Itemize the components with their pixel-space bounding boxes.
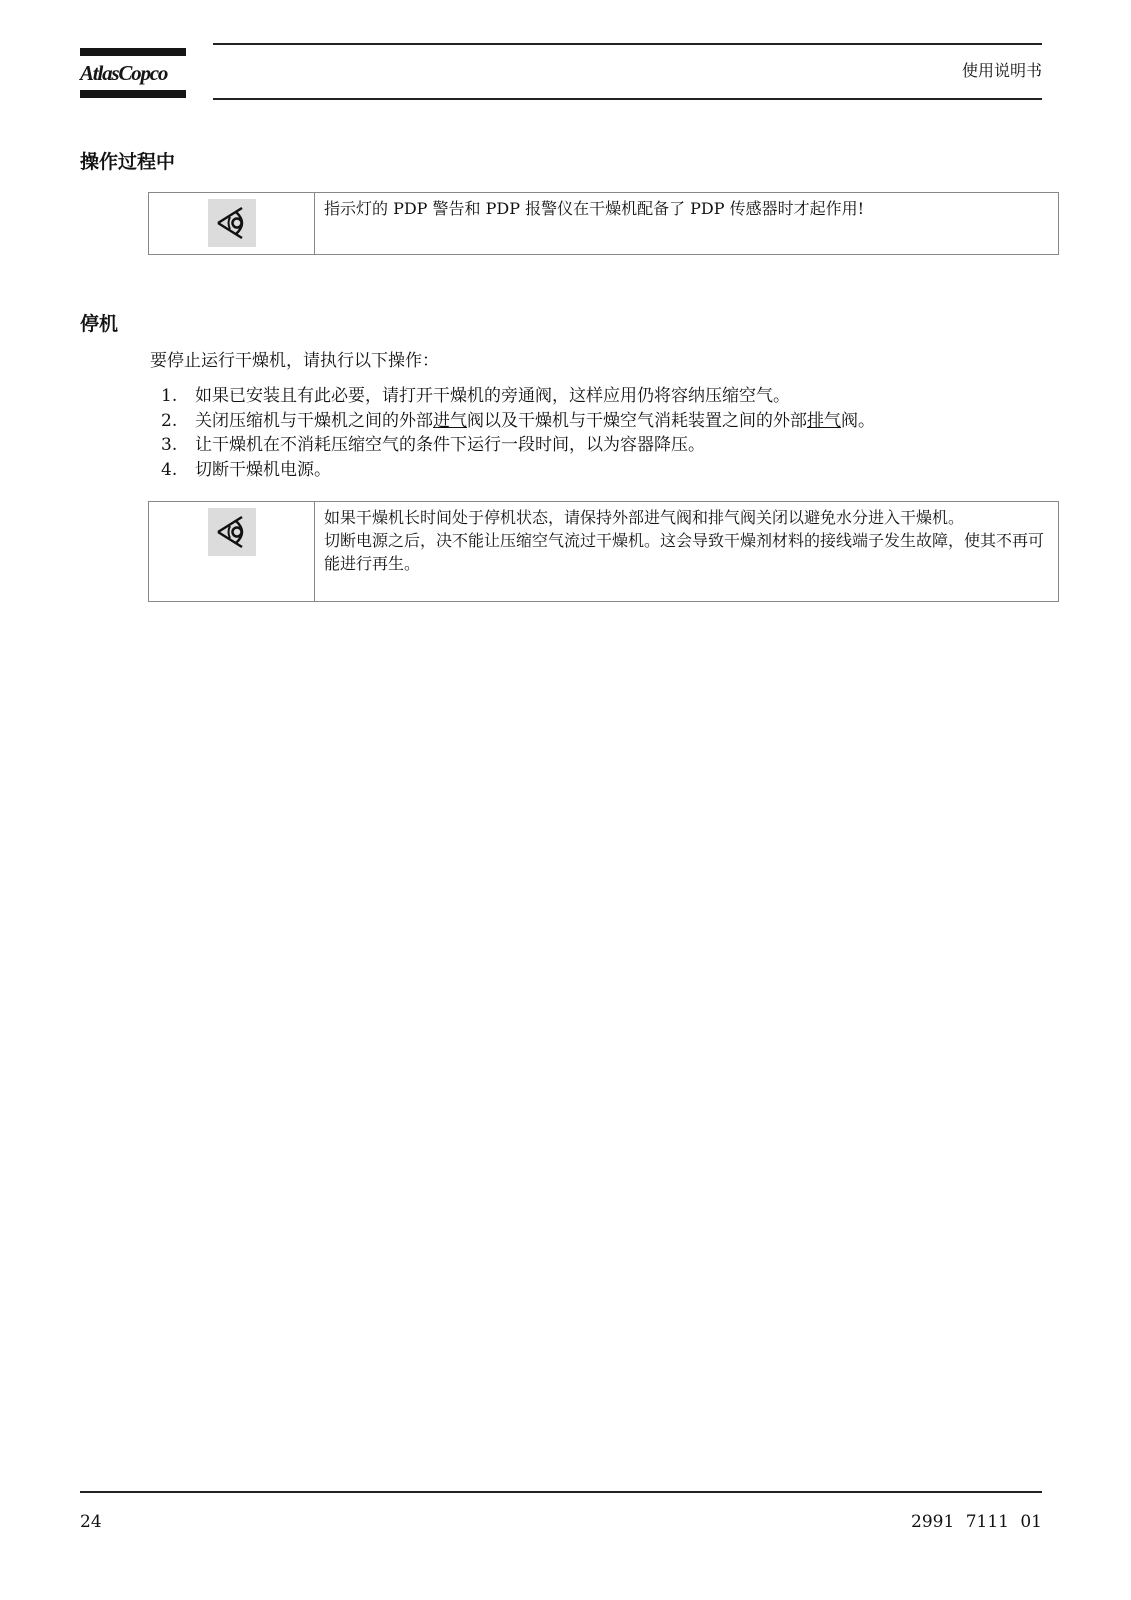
step-number: 4. <box>161 459 178 480</box>
logo-wordmark: AtlasCopco <box>80 61 168 85</box>
shutdown-steps <box>161 384 875 482</box>
note-icon-cell <box>149 193 315 254</box>
page-number: 24 <box>80 1512 102 1532</box>
step-text-part: 阀。 <box>841 410 875 431</box>
step-number: 2. <box>161 410 178 431</box>
logo-bottom-bar <box>80 90 186 98</box>
step-text: 让干燥机在不消耗压缩空气的条件下运行一段时间，以为容器降压。 <box>195 435 705 455</box>
document-number: 2991 7111 01 <box>911 1512 1042 1532</box>
step-underlined-term: 进气 <box>433 410 467 431</box>
step-number: 3. <box>161 435 178 455</box>
note-text: 指示灯的 PDP 警告和 PDP 报警仪在干燥机配备了 PDP 传感器时才起作用! <box>324 199 865 218</box>
step-item <box>161 458 875 483</box>
step-text-part: 阀以及干燥机与干燥空气消耗装置之间的外部 <box>467 410 807 431</box>
step-text: 如果已安装且有此必要，请打开干燥机的旁通阀，这样应用仍将容纳压缩空气。 <box>195 386 790 406</box>
note-paragraph: 如果干燥机长时间处于停机状态，请保持外部进气阀和排气阀关闭以避免水分进入干燥机。 <box>324 508 965 527</box>
logo-top-bar <box>80 48 186 56</box>
header-rule-top <box>213 43 1042 45</box>
eye-icon <box>208 199 256 247</box>
section-heading-operation: 操作过程中 <box>80 151 176 173</box>
atlas-copco-logo <box>80 48 188 100</box>
note-text <box>315 502 1058 601</box>
step-underlined-term: 排气 <box>807 410 841 431</box>
footer-rule <box>80 1491 1042 1493</box>
document-type: 使用说明书 <box>961 61 1042 80</box>
shutdown-intro: 要停止运行干燥机，请执行以下操作： <box>150 351 439 371</box>
step-text-part: 关闭压缩机与干燥机之间的外部 <box>195 410 433 431</box>
step-item <box>161 433 875 458</box>
eye-icon <box>208 508 256 556</box>
header-rule-bottom <box>213 98 1042 100</box>
note-box-shutdown <box>148 501 1059 602</box>
section-heading-shutdown: 停机 <box>80 313 119 335</box>
note-paragraph: 切断电源之后，决不能让压缩空气流过干燥机。这会导致干燥剂材料的接线端子发生故障，使其不再可能进行再生。 <box>324 531 1045 573</box>
step-item <box>161 409 875 434</box>
step-item <box>161 384 875 409</box>
note-box-pdp <box>148 192 1059 255</box>
step-text: 切断干燥机电源。 <box>195 459 331 480</box>
note-icon-cell <box>149 502 315 601</box>
step-number: 1. <box>161 386 178 406</box>
